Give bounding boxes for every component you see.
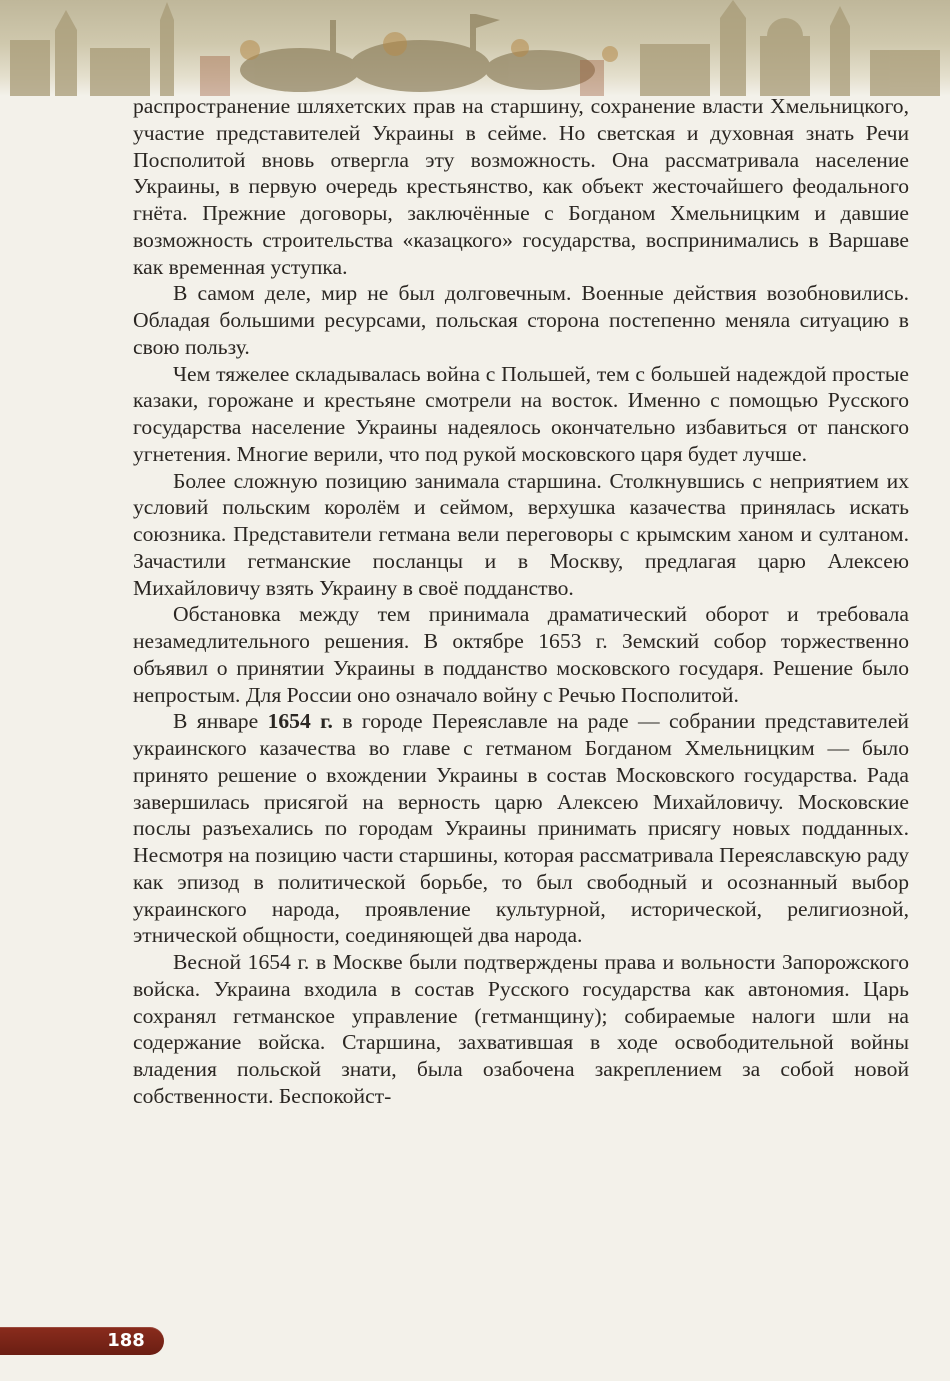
paragraph: Более сложную позицию занимала старшина. Столкнувшись с неприятием их условий польским королём и сеймом, верхушка казачества принялась искать союзника. Представители гетмана вели переговоры с крымским ханом и султаном. Зачастили гетманские посланцы и в Москву, предлагая царю Алексею Михайловичу взять Украину в своё подданство. (133, 468, 909, 600)
historical-scene-icon (0, 0, 950, 96)
paragraph (133, 708, 909, 949)
header-illustration (0, 0, 950, 96)
page-number: 188 (107, 1330, 145, 1351)
paragraph-text: в городе Переяславле на раде — собрании представителей украинского казачества во главе с гетманом Богданом Хмельницким — было принято решение о вхождении Украины в состав Московского государства. Рада завершилась присягой на верность царю Алексею Михайловичу. Московские послы разъехались по городам Украины принимать присягу новых подданных. Несмотря на позицию части старшины, которая рассматривала Переяславскую раду как эпизод в политической борьбе, то был свободный и осознанный выбор украинского народа, проявление культурной, исторической, религиозной, этнической общности, соединяющей два народа. (133, 709, 909, 948)
paragraph: В самом деле, мир не был долговечным. Военные действия возобновились. Обладая большими ресурсами, польская сторона постепенно меняла ситуацию в свою пользу. (133, 281, 909, 359)
paragraph: Обстановка между тем принимала драматический оборот и требовала незамедлительного решения. В октябре 1653 г. Земский собор торжественно объявил о принятии Украины в подданство московского государя. Решение было непростым. Для России оно означало войну с Речью Посполитой. (133, 602, 909, 707)
page-text (133, 93, 909, 1110)
paragraph: распространение шляхетских прав на старшину, сохранение власти Хмельницкого, участие представителей Украины в сейме. Но светская и духовная знать Речи Посполитой вновь отвергла эту возможность. Она рассматривала население Украины, в первую очередь крестьянство, как объект жесточайшего феодального гнёта. Прежние договоры, заключённые с Богданом Хмельницким и давшие возможность строительства «казацкого» государства, воспринимались в Варшаве как временная уступка. (133, 94, 909, 279)
paragraph-text: В январе (173, 709, 268, 734)
paragraph: Весной 1654 г. в Москве были подтверждены права и вольности Запорожского войска. Украина входила в состав Русского государства как автономия. Царь сохранял гетманское управление (гетманщину); собираемые налоги шли на содержание войска. Старшина, захватившая в ходе освободительной войны владения польской знати, была озабочена закреплением за собой новой собственности. Беспокойст- (133, 950, 909, 1108)
paragraph: Чем тяжелее складывалась война с Польшей, тем с большей надеждой простые казаки, горожане и крестьяне смотрели на восток. Именно с помощью Русского государства население Украины надеялось окончательно избавиться от панского угнетения. Многие верили, что под рукой московского царя будет лучше. (133, 361, 909, 466)
date-highlight: 1654 г. (267, 709, 333, 734)
